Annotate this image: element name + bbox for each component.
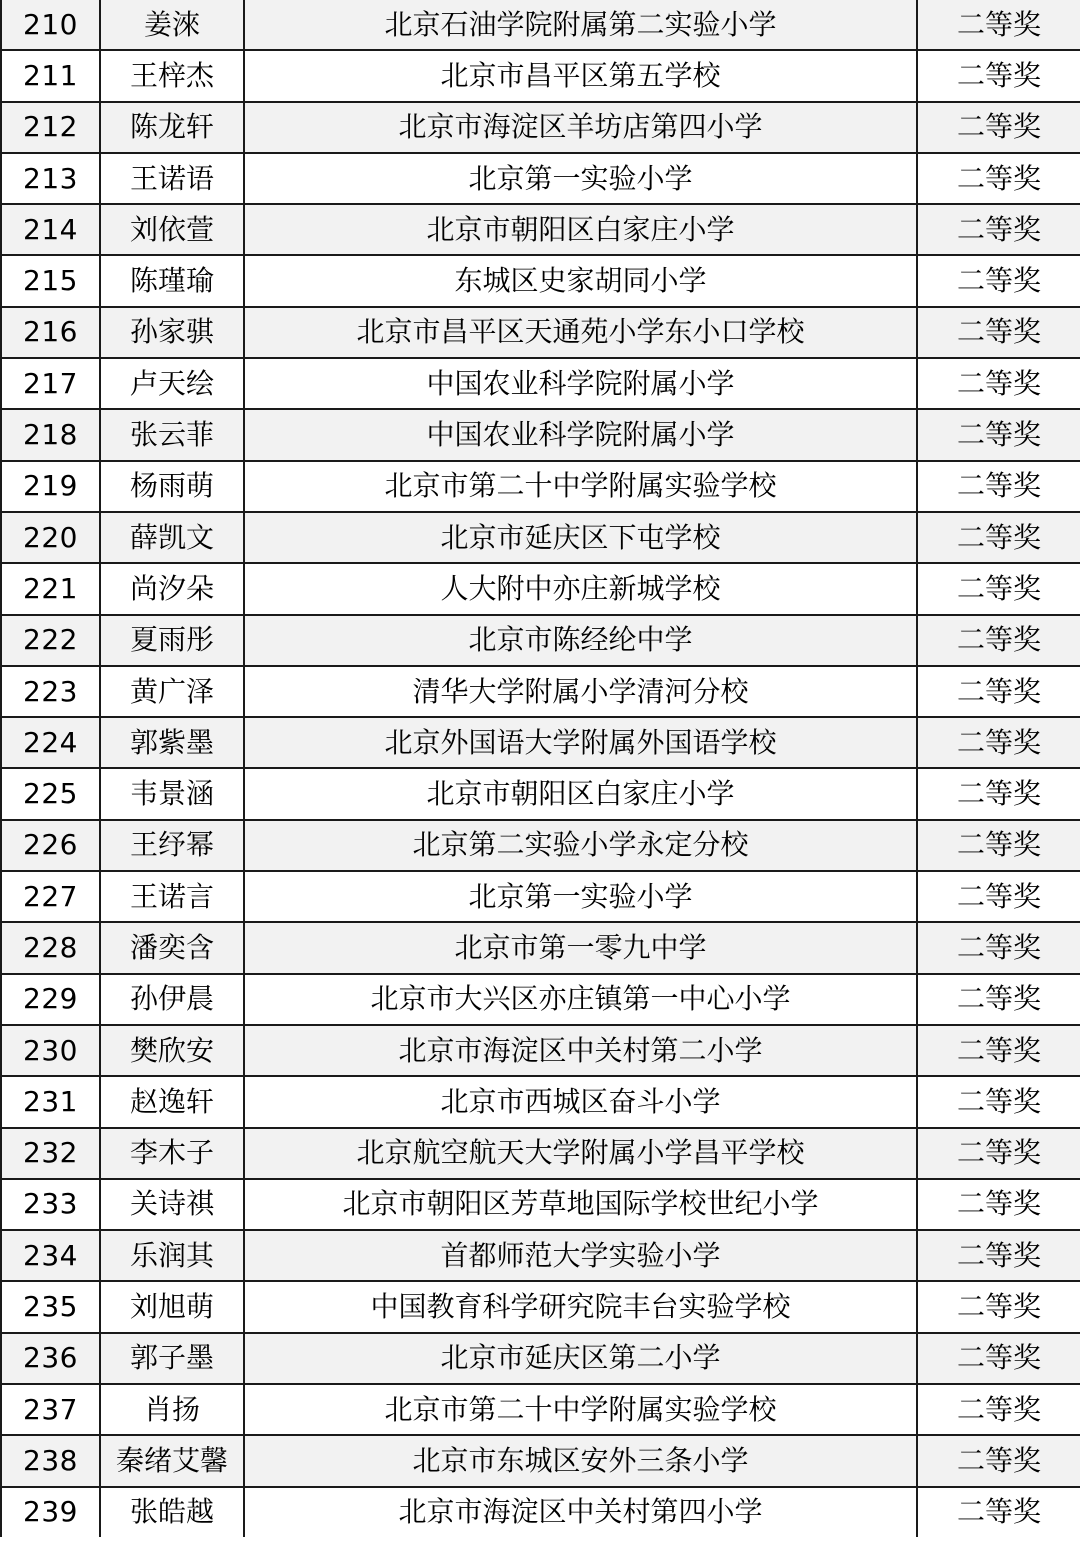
row-number: 231: [1, 1076, 100, 1127]
student-name: 郭子墨: [100, 1333, 244, 1384]
row-number: 221: [1, 563, 100, 614]
student-name: 王梓杰: [100, 50, 244, 101]
row-number: 215: [1, 255, 100, 306]
row-number: 212: [1, 102, 100, 153]
award-level: 二等奖: [917, 974, 1080, 1025]
table-row: [1, 307, 1080, 358]
school-name: 北京第一实验小学: [244, 871, 917, 922]
student-name: 樊欣安: [100, 1025, 244, 1076]
award-level: 二等奖: [917, 0, 1080, 50]
student-name: 王诺言: [100, 871, 244, 922]
award-level: 二等奖: [917, 153, 1080, 204]
student-name: 关诗祺: [100, 1179, 244, 1230]
school-name: 北京市昌平区第五学校: [244, 50, 917, 101]
school-name: 北京市东城区安外三条小学: [244, 1435, 917, 1486]
row-number: 222: [1, 615, 100, 666]
school-name: 北京市延庆区下屯学校: [244, 512, 917, 563]
row-number: 233: [1, 1179, 100, 1230]
school-name: 北京市朝阳区芳草地国际学校世纪小学: [244, 1179, 917, 1230]
row-number: 226: [1, 820, 100, 871]
award-level: 二等奖: [917, 717, 1080, 768]
table-row: [1, 0, 1080, 50]
school-name: 中国农业科学院附属小学: [244, 358, 917, 409]
row-number: 214: [1, 204, 100, 255]
table-row: [1, 1179, 1080, 1230]
award-level: 二等奖: [917, 358, 1080, 409]
school-name: 首都师范大学实验小学: [244, 1230, 917, 1281]
student-name: 王纾幂: [100, 820, 244, 871]
school-name: 人大附中亦庄新城学校: [244, 563, 917, 614]
award-level: 二等奖: [917, 820, 1080, 871]
school-name: 清华大学附属小学清河分校: [244, 666, 917, 717]
table-row: [1, 461, 1080, 512]
award-list-body: [1, 0, 1080, 1537]
student-name: 刘旭萌: [100, 1281, 244, 1332]
student-name: 秦绪艾馨: [100, 1435, 244, 1486]
school-name: 中国农业科学院附属小学: [244, 409, 917, 460]
table-row: [1, 1333, 1080, 1384]
school-name: 北京市大兴区亦庄镇第一中心小学: [244, 974, 917, 1025]
school-name: 北京航空航天大学附属小学昌平学校: [244, 1128, 917, 1179]
award-level: 二等奖: [917, 871, 1080, 922]
student-name: 杨雨萌: [100, 461, 244, 512]
student-name: 孙伊晨: [100, 974, 244, 1025]
table-row: [1, 820, 1080, 871]
table-row: [1, 768, 1080, 819]
award-level: 二等奖: [917, 1333, 1080, 1384]
row-number: 219: [1, 461, 100, 512]
school-name: 北京市西城区奋斗小学: [244, 1076, 917, 1127]
award-level: 二等奖: [917, 204, 1080, 255]
row-number: 229: [1, 974, 100, 1025]
school-name: 北京市海淀区中关村第二小学: [244, 1025, 917, 1076]
student-name: 李木子: [100, 1128, 244, 1179]
award-level: 二等奖: [917, 1487, 1080, 1537]
table-row: [1, 409, 1080, 460]
student-name: 姜淶: [100, 0, 244, 50]
award-level: 二等奖: [917, 615, 1080, 666]
school-name: 北京第二实验小学永定分校: [244, 820, 917, 871]
row-number: 235: [1, 1281, 100, 1332]
student-name: 韦景涵: [100, 768, 244, 819]
student-name: 乐润其: [100, 1230, 244, 1281]
row-number: 227: [1, 871, 100, 922]
row-number: 237: [1, 1384, 100, 1435]
school-name: 北京市第二十中学附属实验学校: [244, 461, 917, 512]
award-level: 二等奖: [917, 1179, 1080, 1230]
student-name: 潘奕含: [100, 922, 244, 973]
school-name: 北京市朝阳区白家庄小学: [244, 204, 917, 255]
student-name: 夏雨彤: [100, 615, 244, 666]
student-name: 王诺语: [100, 153, 244, 204]
student-name: 肖扬: [100, 1384, 244, 1435]
award-level: 二等奖: [917, 922, 1080, 973]
row-number: 210: [1, 0, 100, 50]
row-number: 224: [1, 717, 100, 768]
student-name: 赵逸轩: [100, 1076, 244, 1127]
student-name: 薛凯文: [100, 512, 244, 563]
award-level: 二等奖: [917, 50, 1080, 101]
table-row: [1, 974, 1080, 1025]
row-number: 223: [1, 666, 100, 717]
row-number: 230: [1, 1025, 100, 1076]
student-name: 孙家骐: [100, 307, 244, 358]
table-row: [1, 1025, 1080, 1076]
row-number: 236: [1, 1333, 100, 1384]
row-number: 228: [1, 922, 100, 973]
award-level: 二等奖: [917, 666, 1080, 717]
row-number: 234: [1, 1230, 100, 1281]
award-level: 二等奖: [917, 255, 1080, 306]
school-name: 东城区史家胡同小学: [244, 255, 917, 306]
row-number: 238: [1, 1435, 100, 1486]
row-number: 232: [1, 1128, 100, 1179]
row-number: 218: [1, 409, 100, 460]
award-level: 二等奖: [917, 1128, 1080, 1179]
table-row: [1, 50, 1080, 101]
award-level: 二等奖: [917, 102, 1080, 153]
school-name: 北京石油学院附属第二实验小学: [244, 0, 917, 50]
row-number: 217: [1, 358, 100, 409]
award-level: 二等奖: [917, 512, 1080, 563]
table-row: [1, 255, 1080, 306]
student-name: 郭紫墨: [100, 717, 244, 768]
table-row: [1, 1384, 1080, 1435]
table-row: [1, 1076, 1080, 1127]
table-row: [1, 563, 1080, 614]
school-name: 北京市延庆区第二小学: [244, 1333, 917, 1384]
student-name: 卢天绘: [100, 358, 244, 409]
award-level: 二等奖: [917, 461, 1080, 512]
table-row: [1, 1128, 1080, 1179]
award-level: 二等奖: [917, 1281, 1080, 1332]
award-level: 二等奖: [917, 307, 1080, 358]
table-row: [1, 871, 1080, 922]
row-number: 225: [1, 768, 100, 819]
school-name: 北京市海淀区羊坊店第四小学: [244, 102, 917, 153]
table-row: [1, 512, 1080, 563]
table-row: [1, 1435, 1080, 1486]
row-number: 216: [1, 307, 100, 358]
row-number: 220: [1, 512, 100, 563]
student-name: 陈瑾瑜: [100, 255, 244, 306]
table-row: [1, 922, 1080, 973]
table-row: [1, 1487, 1080, 1537]
school-name: 北京外国语大学附属外国语学校: [244, 717, 917, 768]
school-name: 北京市海淀区中关村第四小学: [244, 1487, 917, 1537]
school-name: 北京市第二十中学附属实验学校: [244, 1384, 917, 1435]
student-name: 尚汐朵: [100, 563, 244, 614]
award-level: 二等奖: [917, 1025, 1080, 1076]
school-name: 北京第一实验小学: [244, 153, 917, 204]
award-level: 二等奖: [917, 1384, 1080, 1435]
award-level: 二等奖: [917, 1076, 1080, 1127]
award-level: 二等奖: [917, 563, 1080, 614]
student-name: 陈龙轩: [100, 102, 244, 153]
school-name: 北京市陈经纶中学: [244, 615, 917, 666]
row-number: 211: [1, 50, 100, 101]
award-level: 二等奖: [917, 768, 1080, 819]
table-row: [1, 717, 1080, 768]
student-name: 张皓越: [100, 1487, 244, 1537]
table-row: [1, 1281, 1080, 1332]
school-name: 中国教育科学研究院丰台实验学校: [244, 1281, 917, 1332]
table-row: [1, 153, 1080, 204]
table-row: [1, 358, 1080, 409]
student-name: 张云菲: [100, 409, 244, 460]
award-level: 二等奖: [917, 1230, 1080, 1281]
school-name: 北京市朝阳区白家庄小学: [244, 768, 917, 819]
award-level: 二等奖: [917, 409, 1080, 460]
school-name: 北京市昌平区天通苑小学东小口学校: [244, 307, 917, 358]
student-name: 黄广泽: [100, 666, 244, 717]
school-name: 北京市第一零九中学: [244, 922, 917, 973]
row-number: 213: [1, 153, 100, 204]
table-row: [1, 615, 1080, 666]
table-row: [1, 1230, 1080, 1281]
student-name: 刘依萱: [100, 204, 244, 255]
table-row: [1, 666, 1080, 717]
award-level: 二等奖: [917, 1435, 1080, 1486]
table-row: [1, 102, 1080, 153]
table-row: [1, 204, 1080, 255]
row-number: 239: [1, 1487, 100, 1537]
